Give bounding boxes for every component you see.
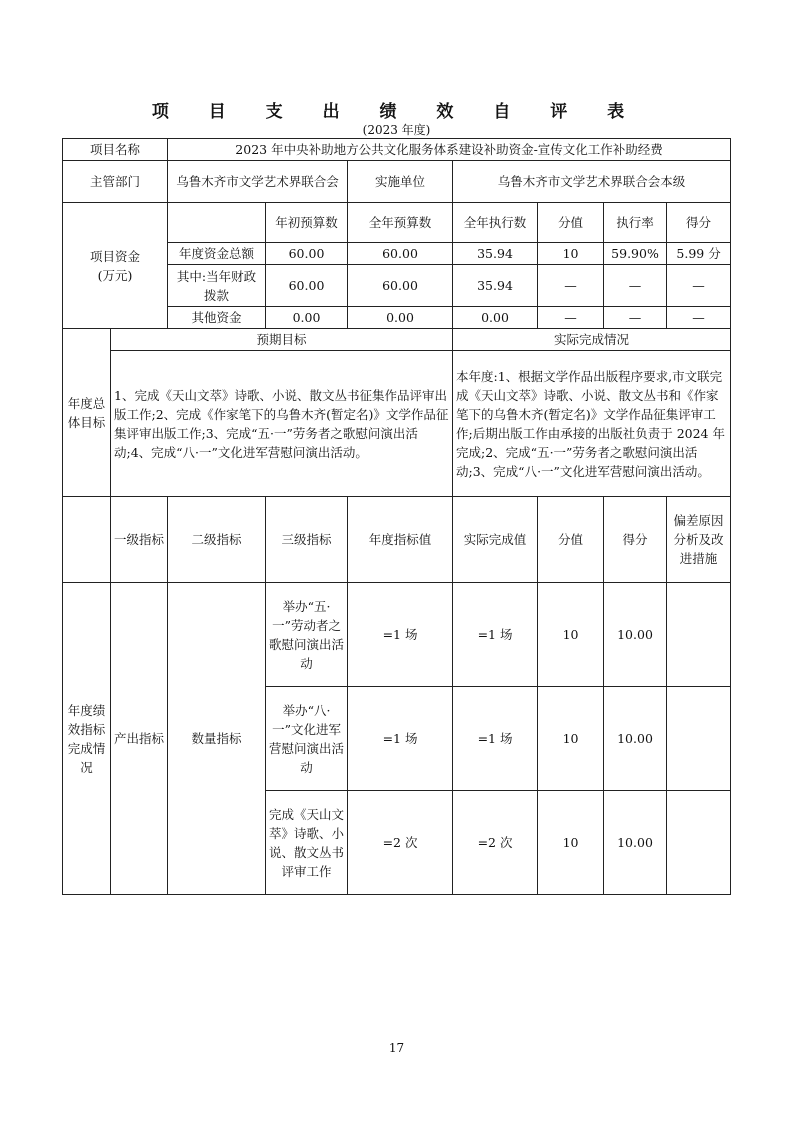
funds-cell: 5.99 分 — [667, 243, 731, 265]
actual-value: =1 场 — [453, 687, 538, 791]
deviation — [667, 791, 731, 895]
target-value: =2 次 — [348, 791, 453, 895]
funds-header-blank — [168, 203, 266, 243]
score-value: 10 — [538, 791, 604, 895]
actual-value: =1 场 — [453, 583, 538, 687]
unit-value: 乌鲁木齐市文学艺术界联合会本级 — [453, 161, 731, 203]
actual-goals-text: 本年度:1、根据文学作品出版程序要求,市文联完成《天山文萃》诗歌、小说、散文丛书和《作家笔下的乌鲁木齐(暂定名)》文学作品征集评审工作;后期出版工作由承接的出版社负责于 2024 年完成;2、完成“五·一”劳务者之歌慰问演出活动;3、完成“八·一”文化进军营慰问演出活动。 — [453, 351, 731, 497]
level2-indicator: 数量指标 — [168, 583, 266, 895]
funds-cell: 35.94 — [453, 265, 538, 307]
page-title: 项 目 支 出 绩 效 自 评 表 — [151, 102, 642, 122]
indicators-section-label: 年度绩效指标完成情况 — [63, 583, 111, 895]
score: 10.00 — [604, 791, 667, 895]
indicator-header: 三级指标 — [266, 497, 348, 583]
funds-row-label: 其中:当年财政拨款 — [168, 265, 266, 307]
indicator-header: 二级指标 — [168, 497, 266, 583]
deviation — [667, 583, 731, 687]
goals-label: 年度总体目标 — [63, 329, 111, 497]
score: 10.00 — [604, 583, 667, 687]
funds-cell: 60.00 — [266, 265, 348, 307]
funds-row-label: 其他资金 — [168, 307, 266, 329]
funds-row-label: 年度资金总额 — [168, 243, 266, 265]
dept-value: 乌鲁木齐市文学艺术界联合会 — [168, 161, 348, 203]
funds-cell: 0.00 — [266, 307, 348, 329]
funds-header: 分值 — [538, 203, 604, 243]
project-name-value: 2023 年中央补助地方公共文化服务体系建设补助资金-宣传文化工作补助经费 — [168, 139, 731, 161]
indicator-header: 分值 — [538, 497, 604, 583]
funds-cell: 35.94 — [453, 243, 538, 265]
indicator-header: 年度指标值 — [348, 497, 453, 583]
indicators-header-blank — [63, 497, 111, 583]
indicator-header: 实际完成值 — [453, 497, 538, 583]
funds-cell: 60.00 — [266, 243, 348, 265]
funds-header: 全年预算数 — [348, 203, 453, 243]
funds-header: 执行率 — [604, 203, 667, 243]
funds-header: 得分 — [667, 203, 731, 243]
expected-goals-header: 预期目标 — [111, 329, 453, 351]
target-value: =1 场 — [348, 583, 453, 687]
funds-cell: 60.00 — [348, 243, 453, 265]
actual-value: =2 次 — [453, 791, 538, 895]
indicator-header: 得分 — [604, 497, 667, 583]
score-value: 10 — [538, 583, 604, 687]
funds-cell: — — [604, 307, 667, 329]
funds-cell: 59.90% — [604, 243, 667, 265]
level3-indicator: 完成《天山文萃》诗歌、小说、散文丛书评审工作 — [266, 791, 348, 895]
deviation — [667, 687, 731, 791]
performance-table — [62, 138, 731, 895]
funds-cell: 0.00 — [453, 307, 538, 329]
funds-label: 项目资金 (万元) — [63, 203, 168, 329]
indicator-header: 一级指标 — [111, 497, 168, 583]
level3-indicator: 举办“五·一”劳动者之歌慰问演出活动 — [266, 583, 348, 687]
funds-cell: — — [667, 307, 731, 329]
expected-goals-text: 1、完成《天山文萃》诗歌、小说、散文丛书征集作品评审出版工作;2、完成《作家笔下的乌鲁木齐(暂定名)》文学作品征集评审出版工作;3、完成“五·一”劳务者之歌慰问演出活动;4、完成“八·一”文化进军营慰问演出活动。 — [111, 351, 453, 497]
dept-label: 主管部门 — [63, 161, 168, 203]
actual-goals-header: 实际完成情况 — [453, 329, 731, 351]
score-value: 10 — [538, 687, 604, 791]
level3-indicator: 举办“八·一”文化进军营慰问演出活动 — [266, 687, 348, 791]
target-value: =1 场 — [348, 687, 453, 791]
funds-cell: — — [604, 265, 667, 307]
score: 10.00 — [604, 687, 667, 791]
funds-header: 年初预算数 — [266, 203, 348, 243]
project-name-label: 项目名称 — [63, 139, 168, 161]
unit-label: 实施单位 — [348, 161, 453, 203]
year-note: (2023 年度) — [362, 123, 431, 137]
funds-cell: 60.00 — [348, 265, 453, 307]
funds-cell: — — [538, 307, 604, 329]
funds-cell: 0.00 — [348, 307, 453, 329]
indicator-header: 偏差原因分析及改进措施 — [667, 497, 731, 583]
page-number: 17 — [388, 1041, 405, 1055]
funds-cell: — — [667, 265, 731, 307]
level1-indicator: 产出指标 — [111, 583, 168, 895]
funds-header: 全年执行数 — [453, 203, 538, 243]
funds-cell: — — [538, 265, 604, 307]
funds-cell: 10 — [538, 243, 604, 265]
